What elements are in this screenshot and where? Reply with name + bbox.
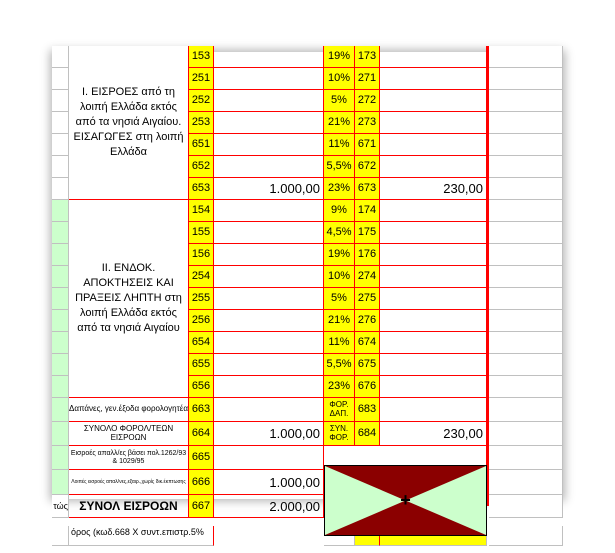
vat-rate-cell[interactable]: 23% — [324, 178, 355, 200]
empty-cell[interactable] — [489, 332, 563, 354]
vat-rate-cell[interactable]: 11% — [324, 332, 355, 354]
vat-amount-cell[interactable] — [380, 200, 487, 222]
empty-cell[interactable] — [489, 398, 563, 422]
empty-cell[interactable] — [489, 222, 563, 244]
vat-amount-cell[interactable] — [380, 398, 487, 422]
row-header-cell[interactable] — [52, 266, 69, 288]
taxable-amount-cell[interactable] — [214, 200, 324, 222]
vat-rate-cell[interactable]: 9% — [324, 200, 355, 222]
other-exempt-amount[interactable]: 1.000,00 — [214, 470, 324, 495]
input-code-cell[interactable]: 256 — [189, 310, 214, 332]
empty-cell[interactable] — [489, 446, 563, 470]
vat-rate-cell[interactable]: 4,5% — [324, 222, 355, 244]
plus-icon: + — [400, 490, 411, 510]
input-code-cell[interactable]: 665 — [189, 446, 214, 470]
section-1-label: I. ΕΙΣΡΟΕΣ από τη λοιπή Ελλάδα εκτός από τα νησιά Αιγαίου. ΕΙΣΑΓΩΓΕΣ στη λοιπή Ελλάδα — [69, 46, 189, 200]
vat-code-cell[interactable]: 275 — [355, 288, 380, 310]
empty-cell[interactable] — [489, 422, 563, 446]
row-header-cell[interactable] — [52, 422, 69, 446]
row-header-cell[interactable] — [52, 46, 69, 68]
empty-cell[interactable] — [489, 310, 563, 332]
vat-code-cell[interactable]: 174 — [355, 200, 380, 222]
row-header-cell[interactable] — [52, 156, 69, 178]
vat-code-cell[interactable]: 674 — [355, 332, 380, 354]
empty-cell[interactable] — [489, 90, 563, 112]
vat-amount-cell[interactable] — [380, 46, 487, 68]
vat-amount-cell[interactable] — [380, 310, 487, 332]
vat-amount-cell[interactable] — [380, 156, 487, 178]
exempt-inputs-label[interactable]: Εισροές απαλλ/ες βάσει πολ.1262/93 & 1029/95 — [69, 446, 189, 470]
taxable-amount-cell[interactable] — [214, 398, 324, 422]
input-code-cell[interactable]: 651 — [189, 134, 214, 156]
vat-code-cell[interactable]: 274 — [355, 266, 380, 288]
taxable-amount-cell[interactable] — [214, 134, 324, 156]
red-border-line — [486, 46, 489, 506]
input-code-cell[interactable]: 254 — [189, 266, 214, 288]
input-code-cell[interactable]: 653 — [189, 178, 214, 200]
empty-cell[interactable] — [489, 244, 563, 266]
vat-code-cell[interactable]: 173 — [355, 46, 380, 68]
input-code-cell[interactable]: 154 — [189, 200, 214, 222]
total-inputs-amount[interactable]: 2.000,00 — [214, 495, 324, 518]
vat-code-cell[interactable]: 671 — [355, 134, 380, 156]
taxable-amount-cell[interactable] — [214, 112, 324, 134]
taxable-amount-cell[interactable] — [214, 376, 324, 398]
input-code-cell[interactable]: 253 — [189, 112, 214, 134]
total-taxable-amount[interactable]: 1.000,00 — [214, 422, 324, 446]
vat-rate-cell[interactable]: 10% — [324, 68, 355, 90]
vat-code-cell[interactable]: 276 — [355, 310, 380, 332]
section-2-label: II. ΕΝΔΟΚ. ΑΠΟΚΤΗΣΕΙΣ ΚΑΙ ΠΡΑΞΕΙΣ ΛΗΠΤΗ στη λοιπή Ελλάδα εκτός από τα νησιά Αιγαίου — [69, 200, 189, 398]
total-vat-amount[interactable]: 230,00 — [380, 422, 487, 446]
input-code-cell[interactable]: 252 — [189, 90, 214, 112]
vat-rate-cell[interactable]: 5,5% — [324, 156, 355, 178]
input-code-cell[interactable]: 156 — [189, 244, 214, 266]
vat-amount-cell[interactable] — [380, 90, 487, 112]
row-header-cell[interactable] — [52, 470, 69, 495]
row-header-cell[interactable] — [52, 200, 69, 222]
taxable-amount-cell[interactable] — [214, 68, 324, 90]
vat-rate-cell[interactable]: 21% — [324, 112, 355, 134]
vat-code-cell[interactable]: 672 — [355, 156, 380, 178]
row-header-cell[interactable] — [52, 178, 69, 200]
taxable-amount-cell[interactable] — [214, 288, 324, 310]
input-code-cell[interactable]: 255 — [189, 288, 214, 310]
vat-amount-cell[interactable] — [380, 332, 487, 354]
input-code-cell[interactable]: 652 — [189, 156, 214, 178]
taxable-amount-cell[interactable] — [214, 244, 324, 266]
row-header-cell[interactable] — [52, 354, 69, 376]
input-code-cell[interactable]: 656 — [189, 376, 214, 398]
total-inputs-label[interactable]: ΣΥΝΟΛ ΕΙΣΡΟΩΝ — [69, 495, 189, 518]
vat-amount-cell[interactable] — [380, 222, 487, 244]
total-taxable-label[interactable]: ΣΥΝΟΛΟ ΦΟΡΟΛ/ΤΕΩΝ ΕΙΣΡΟΩΝ — [69, 422, 189, 446]
vat-code-cell[interactable]: 175 — [355, 222, 380, 244]
row-header-cell[interactable] — [52, 526, 69, 546]
row-header-cell[interactable] — [52, 310, 69, 332]
other-exempt-label[interactable]: Λοιπές εισροές απαλ/νες,εξαιρ.,χωρίς δικ.έκπτωσης — [69, 470, 189, 495]
vat-code-cell[interactable]: 176 — [355, 244, 380, 266]
empty-cell[interactable] — [489, 526, 563, 546]
vat-rate-cell[interactable]: 10% — [324, 266, 355, 288]
vat-code-cell[interactable]: 271 — [355, 68, 380, 90]
row-header-cell[interactable] — [52, 112, 69, 134]
empty-cell[interactable] — [489, 134, 563, 156]
input-code-cell[interactable]: 155 — [189, 222, 214, 244]
taxable-amount-cell[interactable] — [214, 90, 324, 112]
row-header-cell[interactable] — [52, 376, 69, 398]
vat-rate-cell[interactable]: 5% — [324, 90, 355, 112]
refund-label[interactable]: όρος (κωδ.668 Χ συντ.επιστρ.5% — [69, 526, 214, 546]
taxable-amount-cell[interactable] — [214, 310, 324, 332]
spreadsheet-window — [52, 50, 563, 537]
taxable-amount-cell[interactable] — [214, 332, 324, 354]
taxable-amount-cell[interactable] — [214, 266, 324, 288]
empty-cell[interactable] — [489, 354, 563, 376]
empty-cell[interactable] — [489, 495, 563, 518]
row-header-cell[interactable] — [52, 398, 69, 422]
vat-code-cell[interactable]: 676 — [355, 376, 380, 398]
input-code-cell[interactable]: 153 — [189, 46, 214, 68]
empty-cell[interactable] — [489, 376, 563, 398]
vat-rate-cell[interactable]: 5% — [324, 288, 355, 310]
row-header-cell[interactable] — [52, 90, 69, 112]
empty-cell[interactable] — [489, 288, 563, 310]
vat-amount-cell[interactable] — [380, 134, 487, 156]
vat-code-cell[interactable]: 684 — [355, 422, 380, 446]
empty-cell[interactable] — [489, 470, 563, 495]
row-header-cell[interactable] — [52, 332, 69, 354]
vat-amount-cell[interactable] — [380, 68, 487, 90]
vat-amount-cell[interactable] — [380, 288, 487, 310]
empty-cell[interactable] — [489, 68, 563, 90]
vat-code-cell[interactable]: 675 — [355, 354, 380, 376]
row-header-cell[interactable] — [52, 446, 69, 470]
vat-code-cell[interactable]: 272 — [355, 90, 380, 112]
empty-cell[interactable] — [489, 112, 563, 134]
vat-rate-cell[interactable]: 5,5% — [324, 354, 355, 376]
vat-amount-cell[interactable] — [380, 266, 487, 288]
input-code-cell[interactable]: 664 — [189, 422, 214, 446]
empty-cell[interactable] — [489, 46, 563, 68]
row-header-cell[interactable] — [52, 244, 69, 266]
vat-code-cell[interactable]: 273 — [355, 112, 380, 134]
taxable-amount-cell[interactable] — [214, 354, 324, 376]
vat-rate-cell[interactable]: ΣΥΝ. ΦΟΡ. — [324, 422, 355, 446]
vat-rate-cell[interactable]: 23% — [324, 376, 355, 398]
vat-rate-cell[interactable]: 21% — [324, 310, 355, 332]
empty-cell[interactable] — [489, 156, 563, 178]
input-code-cell[interactable]: 666 — [189, 470, 214, 495]
vat-rate-cell[interactable]: 19% — [324, 244, 355, 266]
row-header-cell[interactable] — [52, 222, 69, 244]
vat-amount-cell[interactable] — [380, 376, 487, 398]
input-code-cell[interactable]: 663 — [189, 398, 214, 422]
vat-rate-cell[interactable]: ΦΟΡ. ΔΑΠ. — [324, 398, 355, 422]
row-header-cell[interactable]: τώς — [52, 495, 69, 518]
taxable-amount-cell[interactable] — [214, 46, 324, 68]
vat-code-cell[interactable]: 683 — [355, 398, 380, 422]
row-header-cell[interactable] — [52, 68, 69, 90]
input-code-cell[interactable]: 655 — [189, 354, 214, 376]
vat-amount-cell[interactable] — [380, 244, 487, 266]
vat-rate-cell[interactable]: 19% — [324, 46, 355, 68]
cross-indicator-box — [324, 465, 487, 536]
empty-cell[interactable] — [489, 178, 563, 200]
empty-cell[interactable] — [489, 200, 563, 222]
vat-amount-cell[interactable] — [380, 354, 487, 376]
exempt-amount-cell[interactable] — [214, 446, 324, 470]
row-header-cell[interactable] — [52, 134, 69, 156]
empty-cell[interactable] — [489, 266, 563, 288]
vat-code-cell[interactable]: 673 — [355, 178, 380, 200]
input-code-cell[interactable]: 251 — [189, 68, 214, 90]
vat-rate-cell[interactable]: 11% — [324, 134, 355, 156]
input-code-cell[interactable]: 654 — [189, 332, 214, 354]
taxable-amount-cell[interactable] — [214, 156, 324, 178]
taxable-amount-cell[interactable]: 1.000,00 — [214, 178, 324, 200]
taxable-amount-cell[interactable] — [214, 222, 324, 244]
vat-amount-cell[interactable] — [380, 112, 487, 134]
row-header-cell[interactable] — [52, 288, 69, 310]
vat-amount-cell[interactable]: 230,00 — [380, 178, 487, 200]
expenses-label[interactable]: Δαπάνες, γεν.έξοδα φορολογητέα — [69, 398, 189, 422]
input-code-cell[interactable]: 667 — [189, 495, 214, 518]
